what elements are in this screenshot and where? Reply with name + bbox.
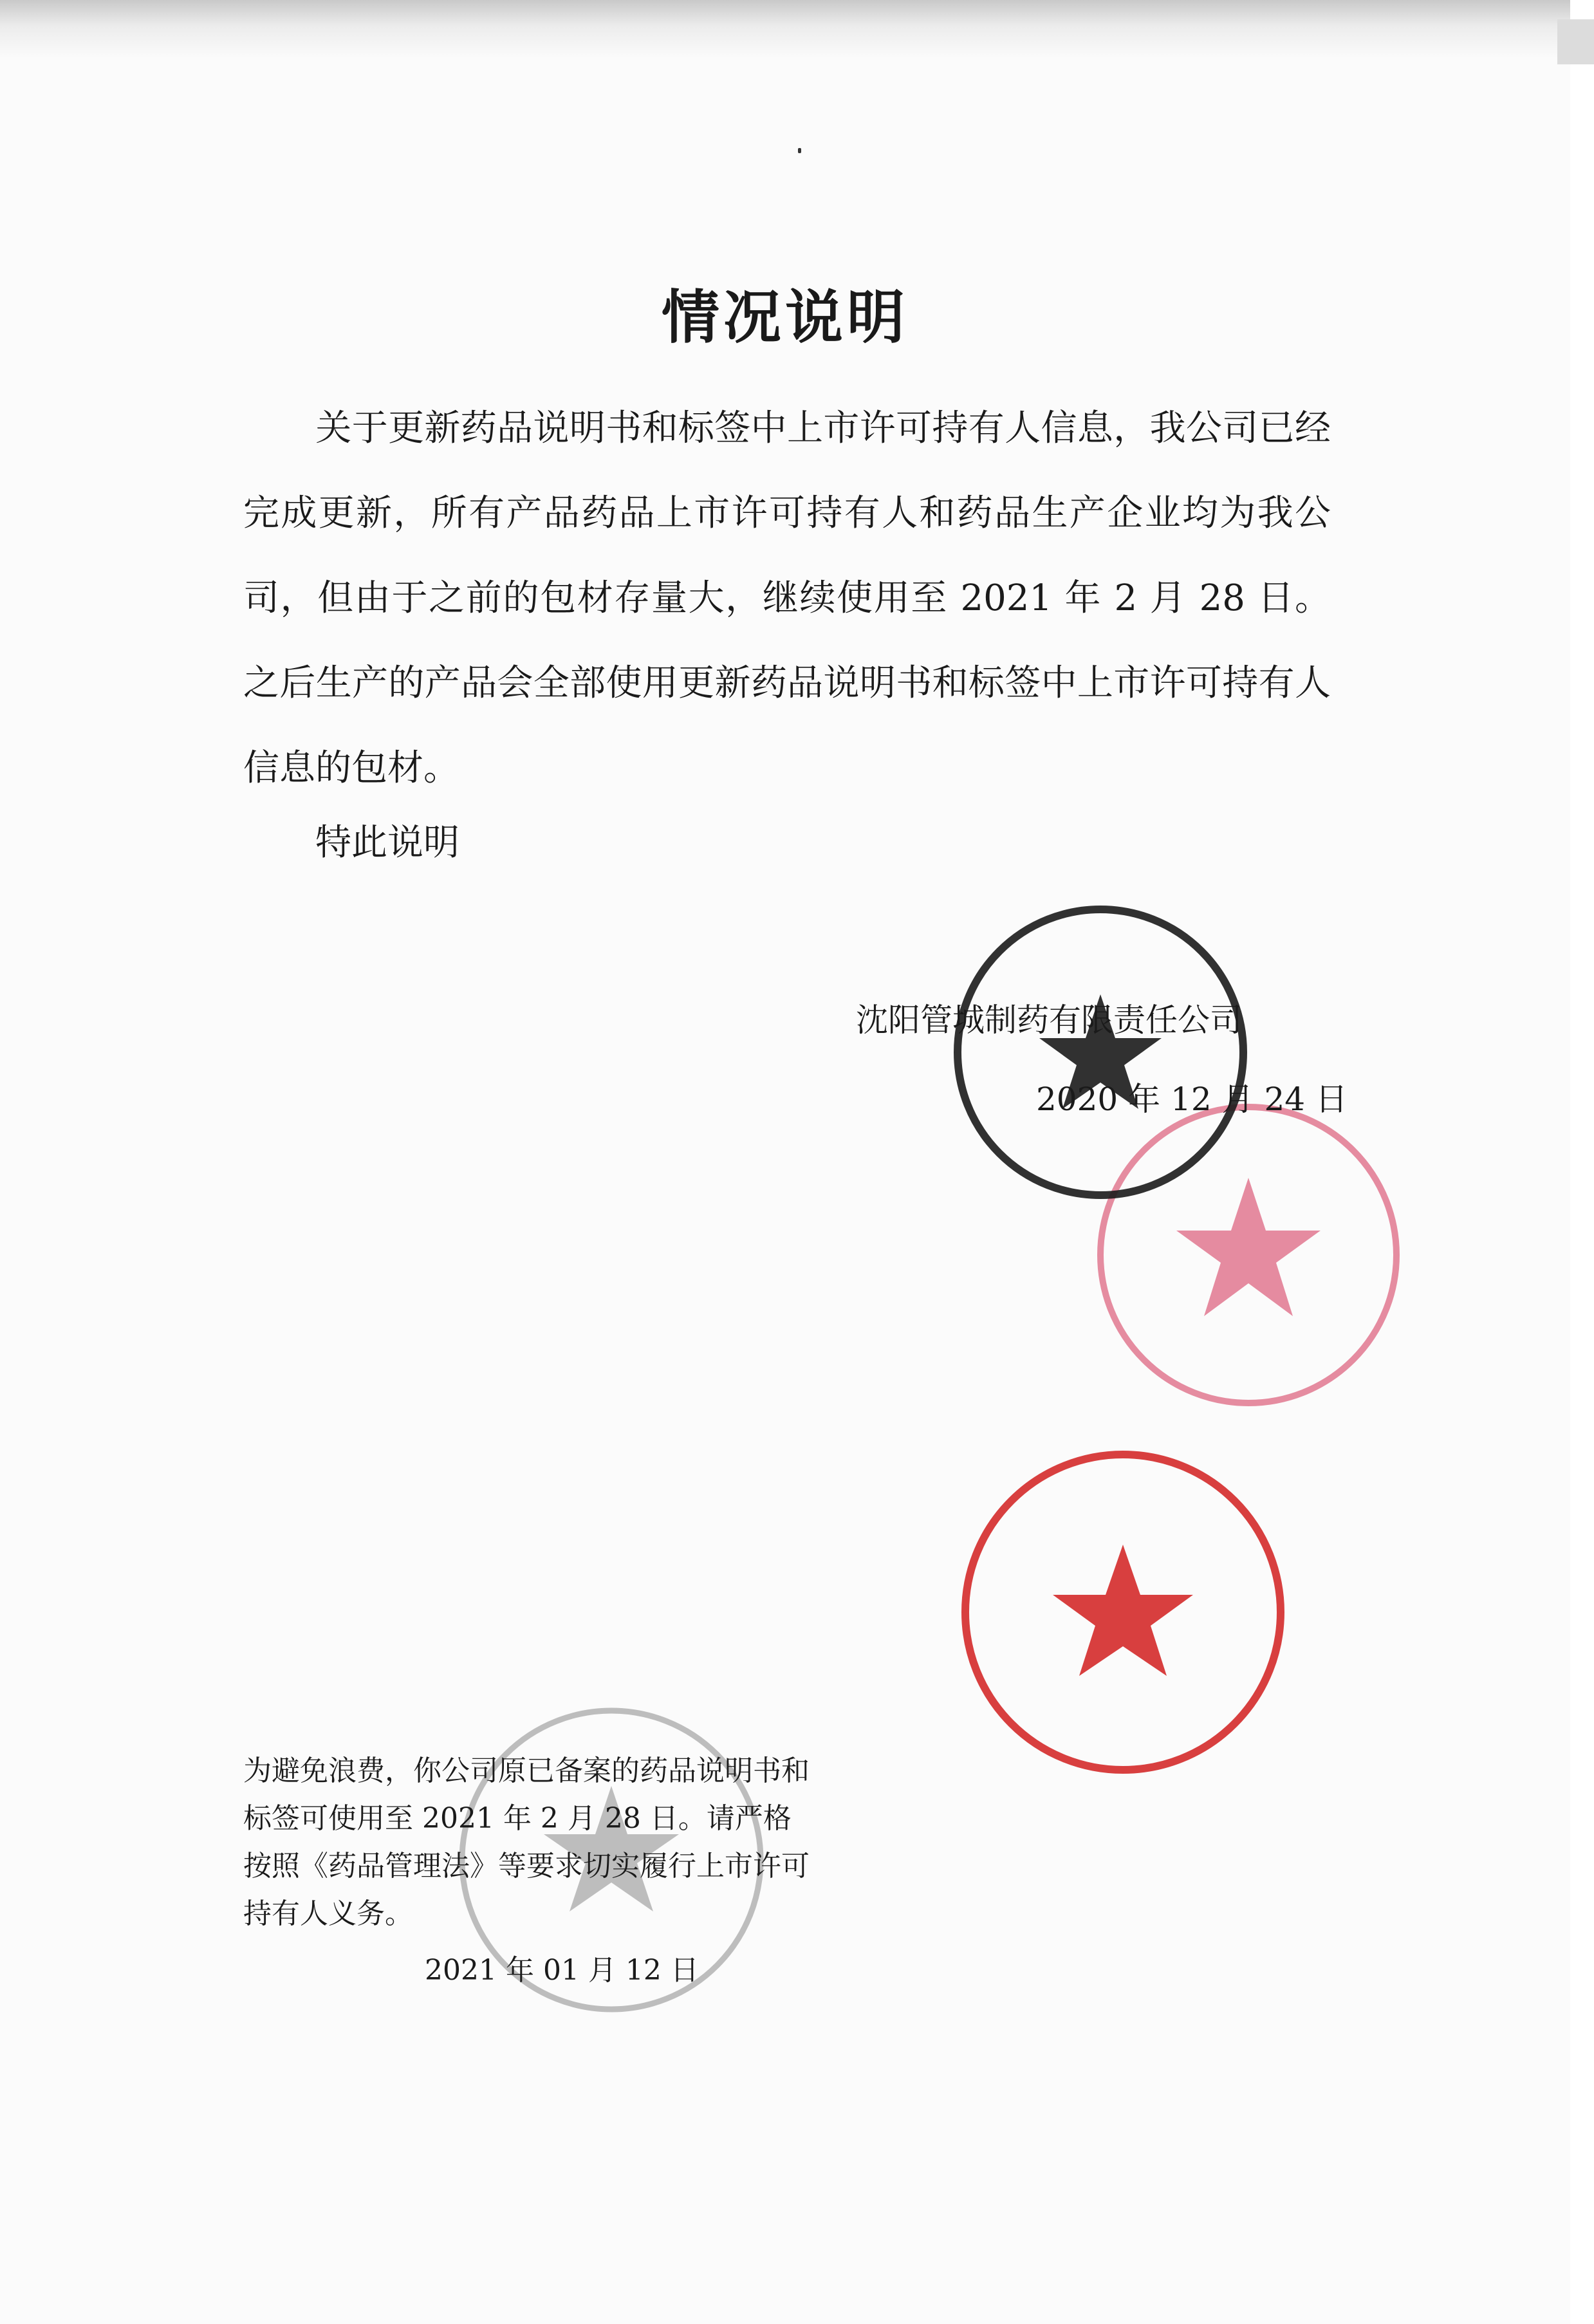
- signature-date: 2020 年 12 月 24 日: [1036, 1081, 1348, 1118]
- annotation-date: 2021 年 01 月 12 日: [425, 1954, 699, 1987]
- body-paragraph: [243, 386, 1331, 811]
- black-company-seal: [946, 898, 1255, 1207]
- company-name: 沈阳管城制药有限责任公司: [856, 1001, 1242, 1039]
- closing-line: 特此说明: [315, 822, 459, 864]
- red-company-seal: [952, 1442, 1293, 1783]
- scan-corner: [1557, 19, 1594, 64]
- scan-margin: [1570, 0, 1594, 2324]
- regulator-annotation: 为避免浪费，你公司原已备案的药品说明书和标签可使用至 2021 年 2 月 28 日。请严格按照《药品管理法》等要求切实履行上市许可持有人义务。: [243, 1754, 810, 1930]
- scan-shadow: [0, 0, 1570, 58]
- body-paragraph-text: 关于更新药品说明书和标签中上市许可持有人信息，我公司已经完成更新，所有产品药品上市许可持有人和药品生产企业均为我公司，但由于之前的包材存量大，继续使用至 2021 年 2 月 28 日。之后生产的产品会全部使用更新药品说明书和标签中上市许可持有人信息的包材。: [243, 407, 1331, 789]
- document-title: 情况说明: [662, 283, 909, 351]
- scan-speck: [798, 148, 801, 153]
